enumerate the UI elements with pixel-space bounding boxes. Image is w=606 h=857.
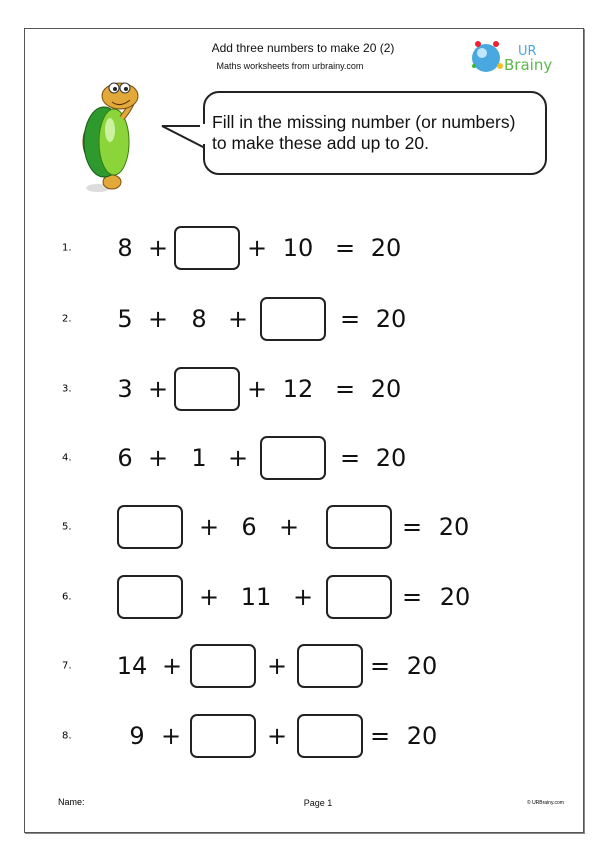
plus-sign: +	[147, 305, 169, 333]
answer-box[interactable]	[190, 644, 256, 688]
worksheet-subtitle: Maths worksheets from urbrainy.com	[216, 61, 364, 71]
question-number: 1.	[62, 242, 72, 254]
question-number: 6.	[62, 591, 72, 603]
answer-box[interactable]	[297, 644, 363, 688]
urbrainy-logo	[470, 36, 565, 76]
equals-sign: =	[334, 234, 356, 262]
answer-box[interactable]	[117, 505, 183, 549]
addend: 8	[191, 305, 207, 333]
addend: 10	[282, 234, 314, 262]
total: 20	[370, 375, 402, 403]
question-number: 3.	[62, 383, 72, 395]
name-label: Name:	[58, 797, 85, 807]
addend: 6	[117, 444, 133, 472]
page-number: Page 1	[303, 798, 333, 808]
answer-box[interactable]	[174, 226, 240, 270]
addend: 1	[191, 444, 207, 472]
equals-sign: =	[401, 583, 423, 611]
equals-sign: =	[339, 444, 361, 472]
addend: 8	[117, 234, 133, 262]
equals-sign: =	[401, 513, 423, 541]
equals-sign: =	[369, 652, 391, 680]
total: 20	[438, 513, 470, 541]
addend: 3	[117, 375, 133, 403]
instruction-text	[212, 112, 515, 154]
plus-sign: +	[227, 305, 249, 333]
plus-sign: +	[246, 234, 268, 262]
question-number: 4.	[62, 452, 72, 464]
answer-box[interactable]	[297, 714, 363, 758]
question-number: 7.	[62, 660, 72, 672]
addend: 6	[241, 513, 257, 541]
svg-text:Brainy: Brainy	[504, 56, 553, 74]
question-number: 5.	[62, 521, 72, 533]
plus-sign: +	[198, 583, 220, 611]
addend: 9	[129, 722, 145, 750]
total: 20	[406, 722, 438, 750]
addend: 11	[240, 583, 272, 611]
question-number: 2.	[62, 313, 72, 325]
plus-sign: +	[160, 722, 182, 750]
plus-sign: +	[266, 652, 288, 680]
answer-box[interactable]	[174, 367, 240, 411]
answer-box[interactable]	[326, 505, 392, 549]
total: 20	[439, 583, 471, 611]
answer-box[interactable]	[117, 575, 183, 619]
plus-sign: +	[147, 375, 169, 403]
question-number: 8.	[62, 730, 72, 742]
total: 20	[370, 234, 402, 262]
plus-sign: +	[246, 375, 268, 403]
answer-box[interactable]	[326, 575, 392, 619]
equals-sign: =	[369, 722, 391, 750]
plus-sign: +	[278, 513, 300, 541]
addend: 12	[282, 375, 314, 403]
total: 20	[375, 444, 407, 472]
instruction-line-2: to make these add up to 20.	[212, 133, 429, 153]
plus-sign: +	[147, 234, 169, 262]
addend: 14	[116, 652, 148, 680]
answer-box[interactable]	[260, 436, 326, 480]
answer-box[interactable]	[260, 297, 326, 341]
total: 20	[375, 305, 407, 333]
plus-sign: +	[198, 513, 220, 541]
plus-sign: +	[227, 444, 249, 472]
answer-box[interactable]	[190, 714, 256, 758]
plus-sign: +	[266, 722, 288, 750]
plus-sign: +	[292, 583, 314, 611]
equals-sign: =	[339, 305, 361, 333]
copyright: © URBrainy.com	[527, 800, 564, 806]
worksheet-title: Add three numbers to make 20 (2)	[211, 41, 395, 55]
instruction-line-1: Fill in the missing number (or numbers)	[212, 112, 516, 132]
equals-sign: =	[334, 375, 356, 403]
turtle-mascot-icon	[70, 80, 160, 195]
addend: 5	[117, 305, 133, 333]
plus-sign: +	[147, 444, 169, 472]
total: 20	[406, 652, 438, 680]
svg-text:UR: UR	[518, 44, 537, 59]
plus-sign: +	[161, 652, 183, 680]
